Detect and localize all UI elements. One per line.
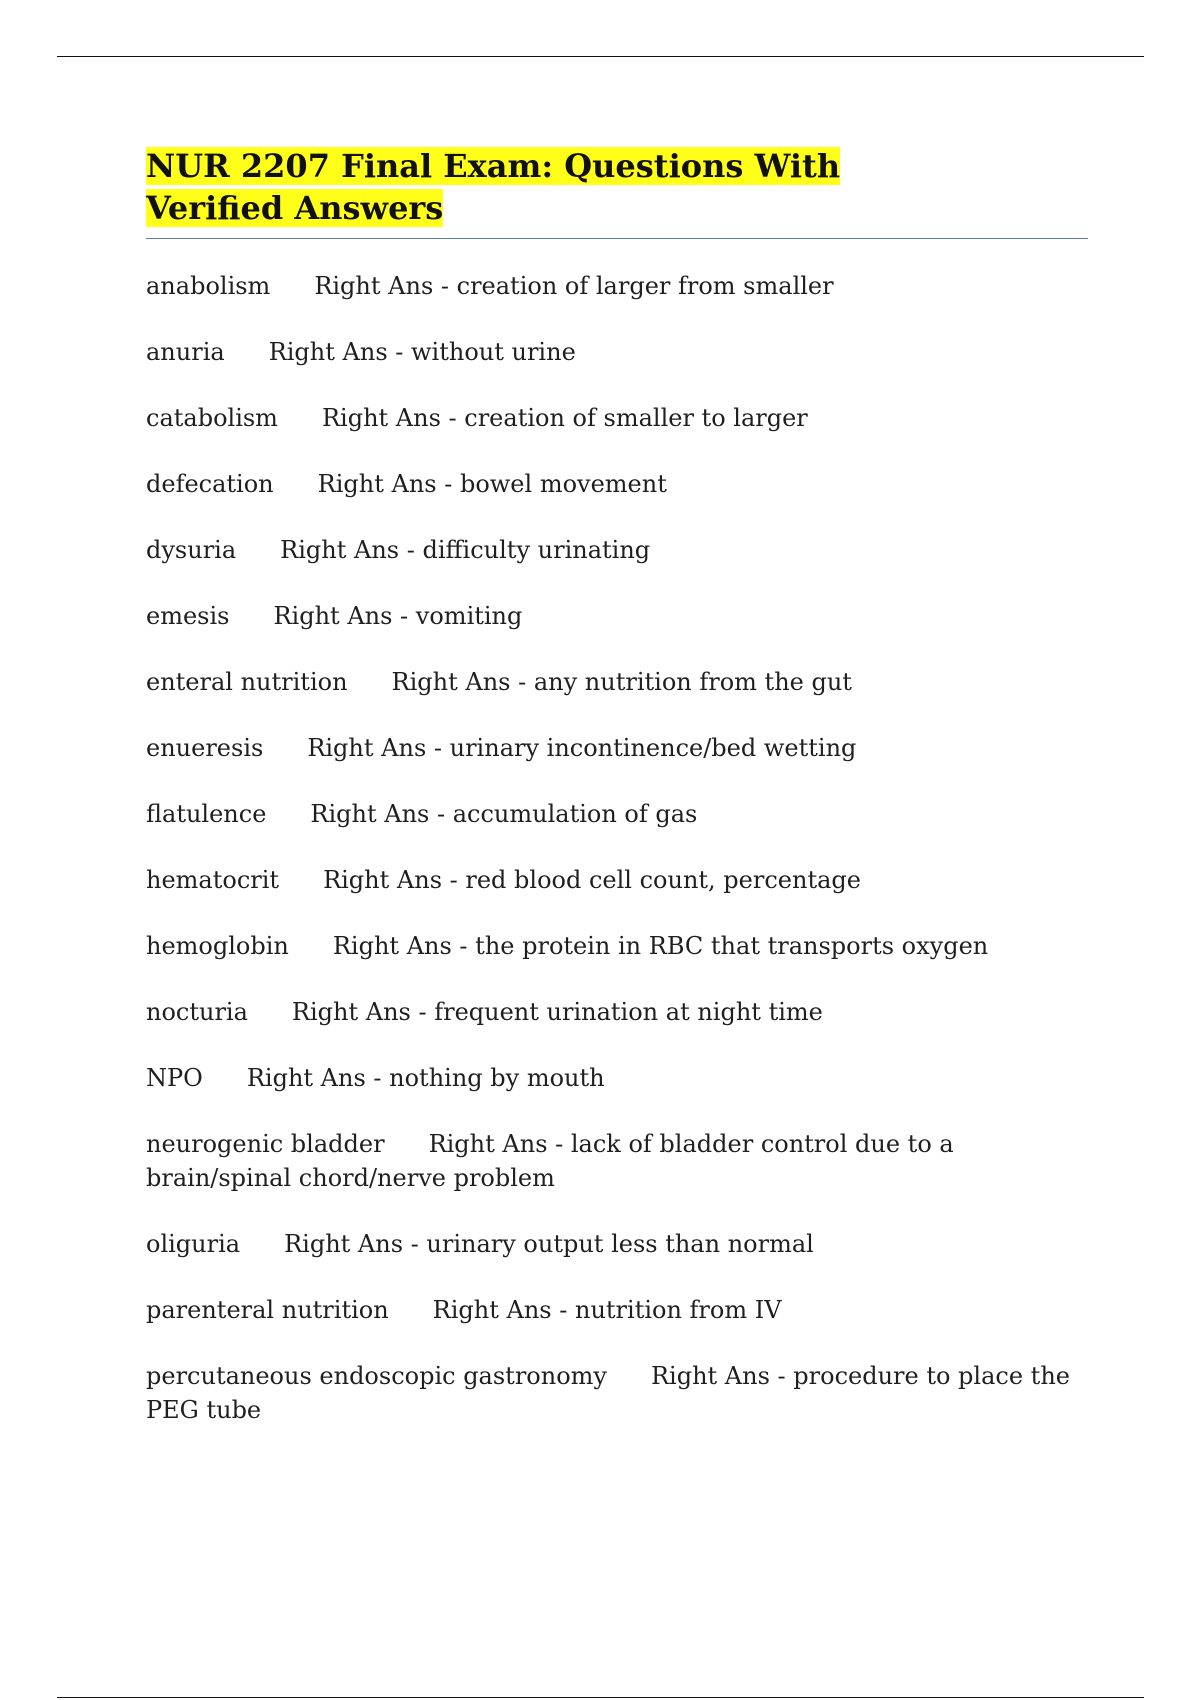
entry-answer: Right Ans - accumulation of gas (310, 800, 698, 828)
entry-answer: Right Ans - lack of bladder control due to a brain/spinal chord/nerve problem (146, 1130, 954, 1192)
entry-term: hematocrit (146, 866, 280, 894)
qa-entry (146, 1227, 1088, 1261)
entry-answer: Right Ans - nothing by mouth (246, 1064, 605, 1092)
entry-term: emesis (146, 602, 230, 630)
qa-entry (146, 731, 1088, 765)
qa-entry (146, 401, 1088, 435)
document-title-highlight: NUR 2207 Final Exam: Questions With Verified Answers (146, 147, 841, 227)
qa-entry (146, 467, 1088, 501)
entry-answer: Right Ans - without urine (268, 338, 576, 366)
qa-entry (146, 929, 1088, 963)
entry-term: nocturia (146, 998, 248, 1026)
entry-term: parenteral nutrition (146, 1296, 389, 1324)
document-body (146, 145, 1088, 1459)
entry-term: dysuria (146, 536, 237, 564)
entry-term: enteral nutrition (146, 668, 348, 696)
qa-entry (146, 1127, 1088, 1195)
page-top-rule (57, 56, 1144, 57)
entry-answer: Right Ans - urinary incontinence/bed wetting (307, 734, 857, 762)
entry-answer: Right Ans - frequent urination at night time (291, 998, 823, 1026)
entry-answer: Right Ans - bowel movement (317, 470, 667, 498)
entry-term: hemoglobin (146, 932, 289, 960)
entry-term: percutaneous endoscopic gastronomy (146, 1362, 607, 1390)
entry-term: flatulence (146, 800, 267, 828)
qa-entry (146, 269, 1088, 303)
entry-answer: Right Ans - vomiting (273, 602, 523, 630)
entry-answer: Right Ans - any nutrition from the gut (391, 668, 852, 696)
qa-entry (146, 599, 1088, 633)
entry-answer: Right Ans - nutrition from IV (432, 1296, 782, 1324)
entry-term: neurogenic bladder (146, 1130, 385, 1158)
qa-entry (146, 863, 1088, 897)
entry-answer: Right Ans - creation of larger from smaller (314, 272, 834, 300)
qa-entry (146, 1293, 1088, 1327)
qa-entry (146, 1061, 1088, 1095)
entry-term: oliguria (146, 1230, 241, 1258)
entry-answer: Right Ans - creation of smaller to larger (321, 404, 808, 432)
page-bottom-rule (57, 1697, 1144, 1698)
qa-entry (146, 533, 1088, 567)
entry-answer: Right Ans - urinary output less than normal (284, 1230, 814, 1258)
qa-entry (146, 335, 1088, 369)
entry-answer: Right Ans - the protein in RBC that transports oxygen (332, 932, 989, 960)
entry-term: catabolism (146, 404, 278, 432)
qa-entry (146, 665, 1088, 699)
qa-list (146, 269, 1088, 1427)
entry-answer: Right Ans - difficulty urinating (280, 536, 651, 564)
entry-term: anabolism (146, 272, 271, 300)
document-title (146, 145, 966, 229)
entry-answer: Right Ans - procedure to place the PEG tube (146, 1362, 1070, 1424)
title-block (146, 145, 1088, 239)
qa-entry (146, 995, 1088, 1029)
entry-answer: Right Ans - red blood cell count, percentage (323, 866, 861, 894)
entry-term: NPO (146, 1064, 203, 1092)
qa-entry (146, 797, 1088, 831)
entry-term: enueresis (146, 734, 264, 762)
entry-term: anuria (146, 338, 225, 366)
entry-term: defecation (146, 470, 274, 498)
qa-entry (146, 1359, 1088, 1427)
